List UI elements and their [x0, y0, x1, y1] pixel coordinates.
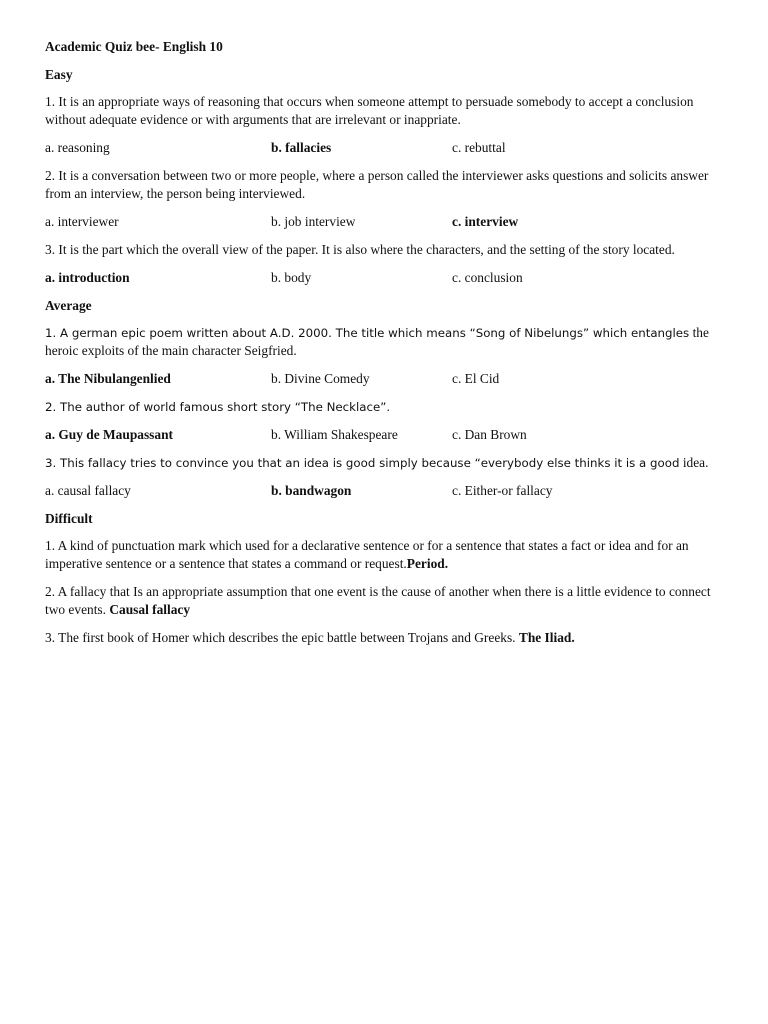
- choice-a-correct: a. Guy de Maupassant: [45, 427, 173, 442]
- choice-b-correct: b. bandwagon: [271, 483, 352, 498]
- difficult-question-2-text: 2. A fallacy that Is an appropriate assumption that one event is the cause of another when there is a little evidence to connect two events.: [45, 584, 711, 617]
- average-question-3: [45, 454, 715, 472]
- document-page: [45, 38, 715, 657]
- choice-b: b. job interview: [271, 214, 356, 229]
- choice-a-correct: a. The Nibulangenlied: [45, 371, 171, 386]
- average-question-2: 2. The author of world famous short story “The Necklace”.: [45, 400, 391, 414]
- average-question-1-line-1: 1. A german epic poem written about A.D. 2000. The title which means “Song of Nibelungs” which entangles: [45, 326, 690, 340]
- choice-c: c. Either-or fallacy: [452, 483, 553, 498]
- choice-a: a. reasoning: [45, 140, 110, 155]
- average-question-1-choices: [45, 370, 715, 387]
- easy-question-1-choices: [45, 139, 715, 156]
- difficult-question-1-answer: Period.: [406, 556, 449, 571]
- document-title: Academic Quiz bee- English 10: [45, 39, 223, 54]
- difficult-question-3: [45, 629, 715, 647]
- average-question-2-choices: [45, 426, 715, 443]
- section-heading-average: Average: [45, 298, 92, 313]
- choice-a: a. interviewer: [45, 214, 119, 229]
- easy-question-2-choices: [45, 213, 715, 230]
- average-question-3-line-2: idea.: [682, 455, 709, 470]
- choice-c: c. conclusion: [452, 270, 523, 285]
- difficult-question-3-text: 3. The first book of Homer which describes the epic battle between Trojans and Greeks.: [45, 630, 519, 645]
- difficult-question-2-answer: Causal fallacy: [109, 602, 191, 617]
- easy-question-3-choices: [45, 269, 715, 286]
- choice-c: c. El Cid: [452, 371, 500, 386]
- average-question-3-line-1: 3. This fallacy tries to convince you that an idea is good simply because “everybody else thinks it is a good: [45, 456, 680, 470]
- average-question-1: [45, 324, 715, 360]
- difficult-question-3-answer: The Iliad.: [518, 630, 575, 645]
- choice-c: c. rebuttal: [452, 140, 506, 155]
- difficult-question-1-text: 1. A kind of punctuation mark which used for a declarative sentence or for a sentence that states a fact or idea and for an imperative sentence or a sentence that states a command or request.: [45, 538, 689, 571]
- choice-a: a. causal fallacy: [45, 483, 131, 498]
- difficult-question-1: [45, 537, 715, 573]
- choice-a-correct: a. introduction: [45, 270, 130, 285]
- choice-b: b. Divine Comedy: [271, 371, 370, 386]
- section-heading-difficult: Difficult: [45, 511, 93, 526]
- choice-b: b. body: [271, 270, 312, 285]
- average-question-3-choices: [45, 482, 715, 499]
- difficult-question-2: [45, 583, 715, 619]
- choice-b-correct: b. fallacies: [271, 140, 332, 155]
- choice-b: b. William Shakespeare: [271, 427, 398, 442]
- section-heading-easy: Easy: [45, 67, 73, 82]
- choice-c-correct: c. interview: [452, 214, 519, 229]
- average-question-1-line-2: the heroic exploits of the main character Seigfried.: [45, 325, 709, 358]
- easy-question-1: 1. It is an appropriate ways of reasoning that occurs when someone attempt to persuade somebody to accept a conclusion without adequate evidence or with arguments that are irrelevant or inappriate.: [45, 94, 694, 127]
- choice-c: c. Dan Brown: [452, 427, 527, 442]
- easy-question-2: 2. It is a conversation between two or more people, where a person called the interviewer asks questions and solicits answer from an interview, the person being interviewed.: [45, 168, 709, 201]
- easy-question-3: 3. It is the part which the overall view of the paper. It is also where the characters, and the setting of the story located.: [45, 242, 675, 257]
